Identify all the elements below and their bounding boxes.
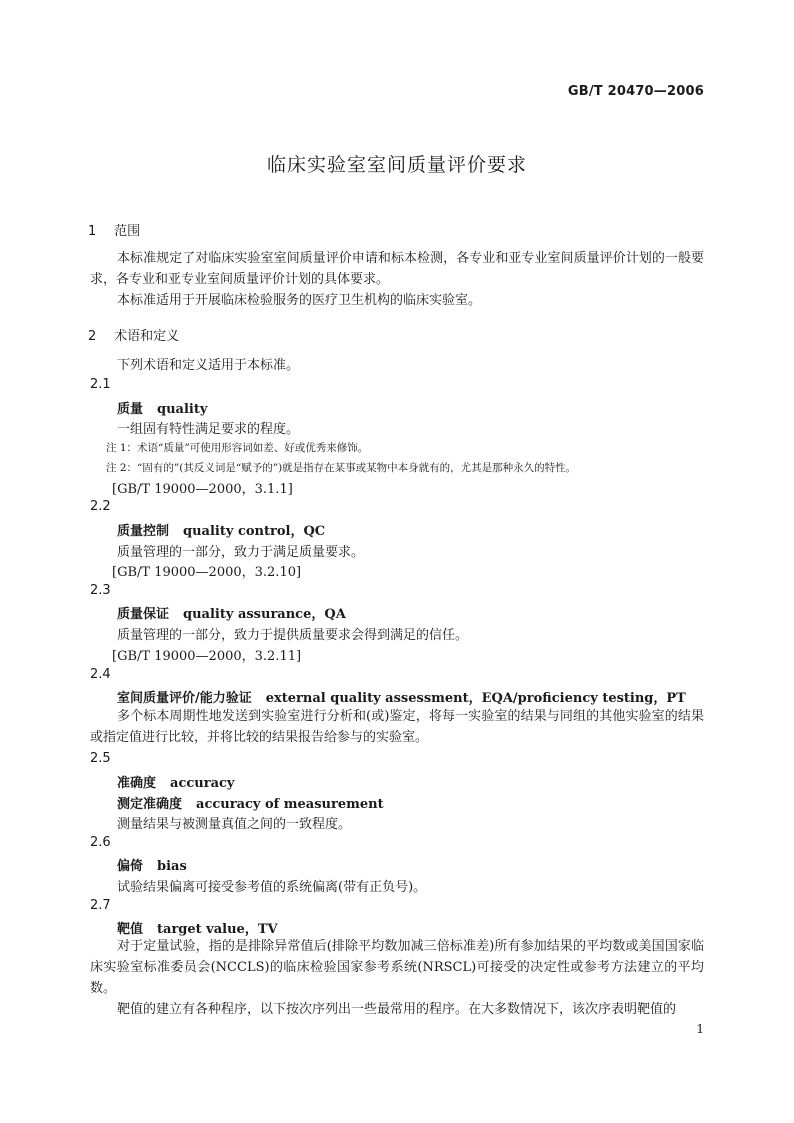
term-heading <box>117 687 686 706</box>
section-title: 范围 <box>114 224 141 239</box>
term-definition: 多个标本周期性地发送到实验室进行分析和(或)鉴定，将每一实验室的结果与同组的其他实验室的结果或指定值进行比较，并将比较的结果报告给参与的实验室。 <box>90 709 704 745</box>
section-1-heading <box>88 220 140 239</box>
term-en: quality control，QC <box>183 524 326 539</box>
term-definition: 质量管理的一部分，致力于满足质量要求。 <box>117 545 365 560</box>
term-en: accuracy of measurement <box>196 797 384 812</box>
term-definition: 一组固有特性满足要求的程度。 <box>117 422 300 437</box>
term-definition: 质量管理的一部分，致力于提供质量要求会得到满足的信任。 <box>117 628 469 643</box>
section-2-heading <box>88 325 179 344</box>
terms-intro: 下列术语和定义适用于本标准。 <box>117 358 300 373</box>
term-heading <box>117 603 346 622</box>
term-zh: 室间质量评价/能力验证 <box>117 691 252 706</box>
page-number: 1 <box>696 1022 704 1036</box>
scope-paragraph-2: 本标准适用于开展临床检验服务的医疗卫生机构的临床实验室。 <box>117 293 482 308</box>
term-zh: 质量控制 <box>117 524 170 539</box>
term-number: 2.1 <box>90 377 111 392</box>
term-en: quality assurance，QA <box>183 607 346 622</box>
section-title: 术语和定义 <box>114 329 180 344</box>
term-zh: 测定准确度 <box>117 797 183 812</box>
term-zh: 准确度 <box>117 776 157 791</box>
term-note-2: 注 2：“固有的”(其反义词是“赋予的”)就是指存在某事或某物中本身就有的，尤其是那种永久的特性。 <box>106 462 577 474</box>
term-en: accuracy <box>170 776 235 791</box>
term-zh: 质量保证 <box>117 607 170 622</box>
term-number: 2.7 <box>90 898 111 913</box>
scope-paragraph-1: 本标准规定了对临床实验室室间质量评价申请和标本检测，各专业和亚专业室间质量评价计划的一般要求，各专业和亚专业室间质量评价计划的具体要求。 <box>90 251 704 287</box>
term-heading <box>117 520 325 539</box>
term-number: 2.6 <box>90 835 111 850</box>
standard-code: GB/T 20470—2006 <box>567 84 704 99</box>
term-number: 2.4 <box>90 667 111 682</box>
term-heading <box>117 398 207 417</box>
term-en: bias <box>157 859 187 874</box>
term-en: quality <box>157 402 208 417</box>
term-heading <box>117 918 278 937</box>
term-number: 2.2 <box>90 499 111 514</box>
term-number: 2.3 <box>90 583 111 598</box>
term-definition-continued: 靶值的建立有各种程序，以下按次序列出一些最常用的程序。在大多数情况下，该次序表明靶值的 <box>117 1002 677 1017</box>
term-reference: [GB/T 19000—2000，3.2.11] <box>112 649 302 664</box>
term-number: 2.5 <box>90 751 111 766</box>
term-zh: 靶值 <box>117 922 144 937</box>
term-heading-alt <box>117 793 384 812</box>
term-reference: [GB/T 19000—2000，3.2.10] <box>112 565 302 580</box>
section-number: 1 <box>88 224 97 239</box>
term-heading <box>117 855 187 874</box>
term-zh: 偏倚 <box>117 859 144 874</box>
term-zh: 质量 <box>117 402 144 417</box>
term-definition: 试验结果偏离可接受参考值的系统偏离(带有正负号)。 <box>117 880 427 895</box>
term-definition: 对于定量试验，指的是排除异常值后(排除平均数加减三倍标准差)所有参加结果的平均数或美国国家临床实验室标准委员会(NCCLS)的临床检验国家参考系统(NRSCL)可接受的决定性或参考方法建立的平均数。 <box>90 939 704 996</box>
term-note-1: 注 1：术语“质量”可使用形容词如差、好或优秀来修饰。 <box>106 442 369 454</box>
section-number: 2 <box>88 329 97 344</box>
term-definition: 测量结果与被测量真值之间的一致程度。 <box>117 817 352 832</box>
term-reference: [GB/T 19000—2000，3.1.1] <box>112 482 293 497</box>
document-title: 临床实验室室间质量评价要求 <box>266 154 527 176</box>
term-heading <box>117 772 234 791</box>
term-en: external quality assessment，EQA/proficiency testing，PT <box>265 691 686 706</box>
term-en: target value，TV <box>157 922 278 937</box>
